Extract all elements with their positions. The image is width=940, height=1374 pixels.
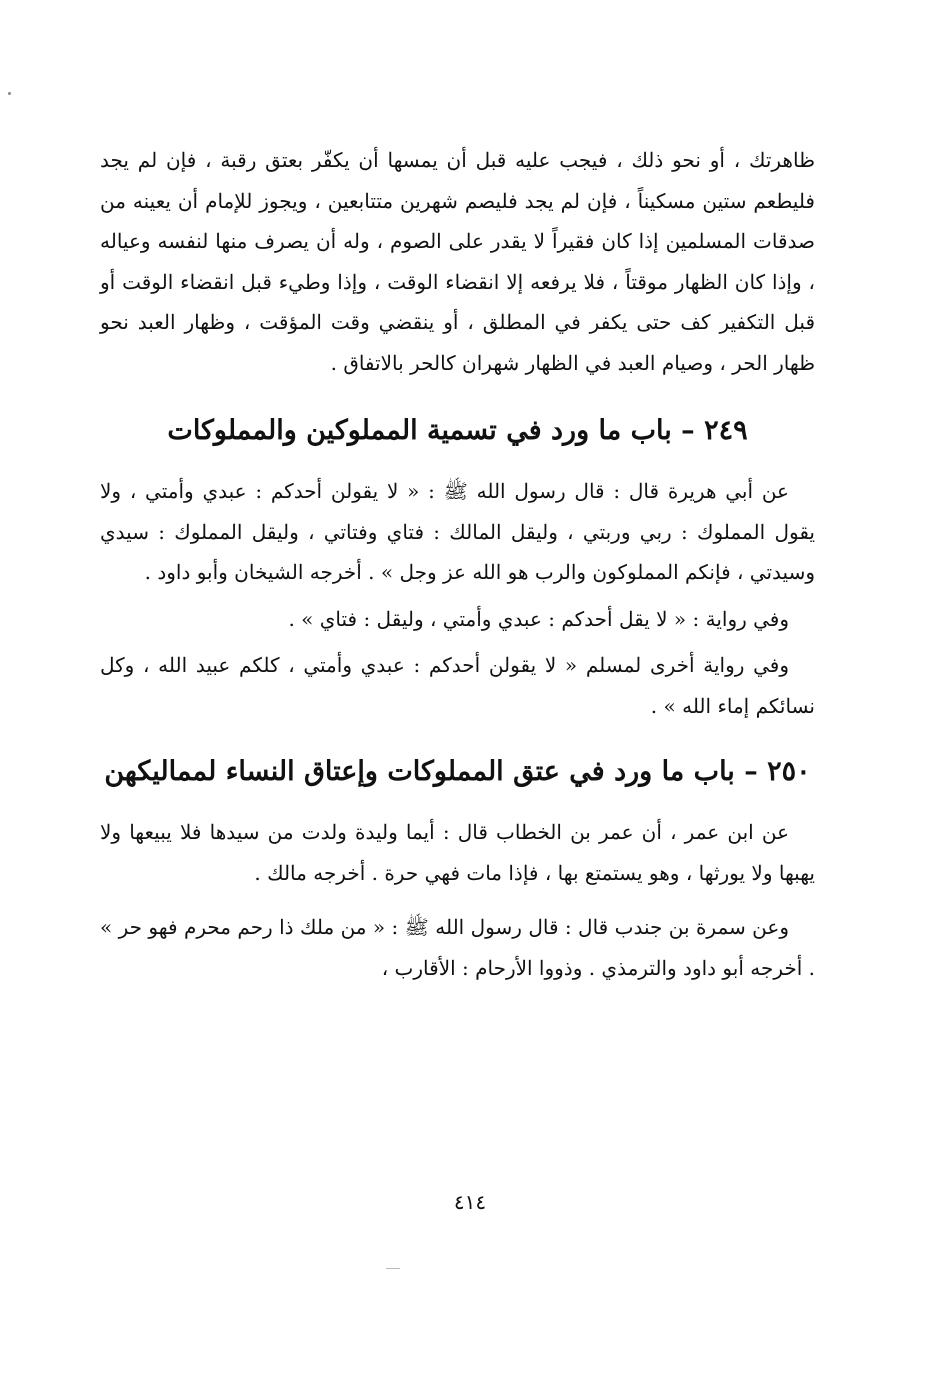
page-number: ٤١٤: [453, 1190, 487, 1214]
hadith-paragraph: عن أبي هريرة قال : قال رسول الله ﷺ : « لا يقولن أحدكم : عبدي وأمتي ، ولا يقول المملوك : ربي وربتي ، وليقل المالك : فتاي وفتاتي ، وليقل المملوك : سيدي وسيدتي ، فإنكم المملوكون والرب هو الله عز وجل » . أخرجه الشيخان وأبو داود .: [100, 479, 815, 584]
hadith-paragraph: وعن سمرة بن جندب قال : قال رسول الله ﷺ : « من ملك ذا رحم محرم فهو حر » . أخرجه أبو داود والترمذي . وذووا الأرحام : الأقارب ،: [100, 915, 815, 980]
scan-speck: [386, 1268, 400, 1269]
section-title: – باب ما ورد في عتق المملوكات وإعتاق النساء لمماليكهن: [104, 756, 758, 787]
section-number: ٢٤٩: [704, 415, 748, 446]
hadith-paragraph: وفي رواية : « لا يقل أحدكم : عبدي وأمتي ، وليقل : فتاي » .: [288, 606, 789, 631]
section-title: – باب ما ورد في تسمية المملوكين والمملوكات: [167, 415, 695, 446]
hadith-paragraph: وفي رواية أخرى لمسلم « لا يقولن أحدكم : عبدي وأمتي ، كلكم عبيد الله ، وكل نسائكم إماء الله » .: [100, 653, 815, 718]
section-heading: [100, 752, 815, 792]
continuation-paragraph: ظاهرتك ، أو نحو ذلك ، فيجب عليه قبل أن يمسها أن يكفّر بعتق رقبة ، فإن لم يجد فليطعم ستين مسكيناً ، فإن لم يجد فليصم شهرين متتابعين ، ويجوز للإمام أن يعينه من صدقات المسلمين إذا كان فقيراً لا يقدر على الصوم ، وله أن يصرف منها لنفسه وعياله ، وإذا كان الظهار موقتاً ، فلا يرفعه إلا انقضاء الوقت ، وإذا وطيء قبل انقضاء الوقت أو قبل التكفير كف حتى يكفر في المطلق ، أو ينقضي وقت المؤقت ، وظهار العبد نحو ظهار الحر ، وصيام العبد في الظهار شهران كالحر بالاتفاق .: [100, 148, 815, 375]
section-number: ٢٥٠: [767, 756, 811, 787]
section-250: [100, 752, 815, 988]
hadith-paragraph: عن ابن عمر ، أن عمر بن الخطاب قال : أيما وليدة ولدت من سيدها فلا يبيعها ولا يهبها ولا يورثها ، وهو يستمتع بها ، فإذا مات فهي حرة . أخرجه مالك .: [100, 820, 815, 885]
scan-speck: [8, 92, 11, 95]
section-heading: [100, 411, 815, 451]
section-249: [100, 411, 815, 726]
page-body: [100, 140, 815, 988]
